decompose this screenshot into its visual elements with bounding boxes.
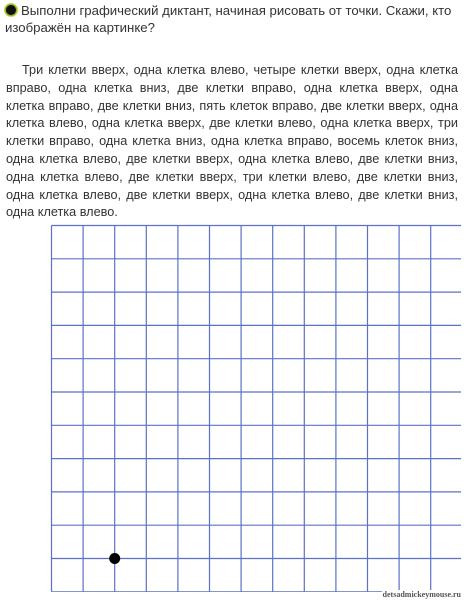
- grid-canvas[interactable]: [50, 224, 461, 592]
- drawing-grid[interactable]: [50, 224, 461, 592]
- dictation-text: [6, 62, 458, 222]
- dictation-paragraph: Три клетки вверх, одна клетка влево, четыре клетки вверх, одна клетка вправо, одна клетка вниз, две клетки вправо, одна клетка вверх, одна клетка вправо, две клетки вниз, пять клеток вправо, две клетки вверх, одна клетка влево, одна клетка вверх, две клетки влево, одна клетка вверх, три клетки вправо, одна клетка вниз, одна клетка вправо, восемь клеток вниз, одна клетка влево, две клетки вверх, одна клетка влево, две клетки вниз, одна клетка влево, две клетки вверх, три клетки влево, две клетки вниз, одна клетка влево, две клетки вверх, одна клетка влево, две клетки вниз, одна клетка влево.: [6, 63, 458, 220]
- bullet-icon: [5, 4, 17, 16]
- task-instruction: Выполни графический диктант, начиная рисовать от точки. Скажи, кто изображён на картинке?: [5, 3, 452, 35]
- task-header: [5, 2, 460, 36]
- watermark: detsadmickeymouse.ru: [382, 590, 461, 599]
- start-point[interactable]: [109, 553, 120, 564]
